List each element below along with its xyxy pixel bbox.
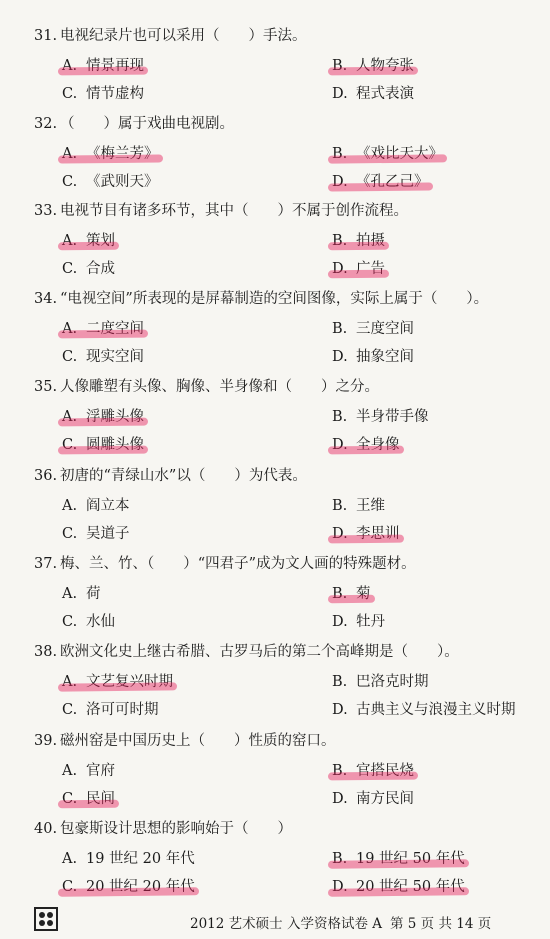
- option-letter: C.: [62, 791, 78, 807]
- option-b: [332, 584, 371, 604]
- option-text: 官府: [86, 763, 115, 779]
- option-text: 抽象空间: [356, 349, 414, 365]
- option-b: [332, 144, 443, 164]
- question-stem: [34, 377, 379, 397]
- option-letter: B.: [332, 674, 348, 690]
- option-text: 19 世纪 50 年代: [356, 851, 465, 867]
- footer-text: [190, 912, 499, 932]
- option-letter: D.: [332, 526, 348, 542]
- question-text: 欧洲文化史上继古希腊、古罗马后的第二个高峰期是（ ）。: [60, 644, 459, 660]
- option-text: 王维: [356, 498, 385, 514]
- question-text: 初唐的“青绿山水”以（ ）为代表。: [60, 468, 307, 484]
- option-text: 官搭民烧: [356, 763, 414, 779]
- option-letter: A.: [62, 321, 78, 337]
- option-letter: D.: [332, 614, 348, 630]
- question-text: （ ）属于戏曲电视剧。: [60, 116, 234, 132]
- option-letter: D.: [332, 702, 348, 718]
- option-a: [62, 496, 130, 516]
- option-letter: C.: [62, 614, 78, 630]
- option-a: [62, 584, 101, 604]
- option-letter: B.: [332, 233, 348, 249]
- option-letter: A.: [62, 58, 78, 74]
- option-a: [62, 761, 115, 781]
- option-letter: C.: [62, 879, 78, 895]
- option-a: [62, 672, 173, 692]
- question-stem: [34, 819, 292, 839]
- option-letter: A.: [62, 498, 78, 514]
- option-c: [62, 612, 115, 632]
- option-c: [62, 524, 130, 544]
- question-stem: [34, 289, 488, 309]
- option-text: 20 世纪 50 年代: [356, 879, 465, 895]
- option-text: 现实空间: [86, 349, 144, 365]
- option-b: [332, 231, 385, 251]
- option-text: 合成: [86, 261, 115, 277]
- question-number: 34.: [34, 291, 58, 307]
- question-stem: [34, 731, 336, 751]
- question-number: 32.: [34, 116, 58, 132]
- option-text: 浮雕头像: [86, 409, 144, 425]
- option-text: 巴洛克时期: [356, 674, 429, 690]
- option-letter: D.: [332, 261, 348, 277]
- option-a: [62, 144, 159, 164]
- option-text: 水仙: [86, 614, 115, 630]
- question-text: 人像雕塑有头像、胸像、半身像和（ ）之分。: [60, 379, 379, 395]
- question-text: 电视节目有诸多环节，其中（ ）不属于创作流程。: [60, 203, 408, 219]
- option-text: 20 世纪 20 年代: [86, 879, 195, 895]
- option-c: [62, 347, 144, 367]
- question-number: 39.: [34, 733, 58, 749]
- option-letter: D.: [332, 879, 348, 895]
- option-d: [332, 435, 400, 455]
- option-c: [62, 789, 115, 809]
- option-b: [332, 496, 385, 516]
- option-text: 半身带手像: [356, 409, 429, 425]
- option-text: 圆雕头像: [86, 437, 144, 453]
- option-letter: A.: [62, 851, 78, 867]
- option-a: [62, 407, 144, 427]
- option-text: 全身像: [356, 437, 400, 453]
- question-number: 31.: [34, 28, 58, 44]
- option-letter: A.: [62, 674, 78, 690]
- option-letter: D.: [332, 437, 348, 453]
- option-b: [332, 672, 429, 692]
- question-number: 40.: [34, 821, 58, 837]
- option-b: [332, 761, 414, 781]
- option-d: [332, 877, 465, 897]
- option-letter: C.: [62, 261, 78, 277]
- option-d: [332, 789, 414, 809]
- page-footer: [0, 904, 550, 934]
- option-d: [332, 700, 516, 720]
- option-letter: B.: [332, 58, 348, 74]
- option-letter: A.: [62, 586, 78, 602]
- option-a: [62, 319, 144, 339]
- question-text: 梅、兰、竹、（ ）“四君子”成为文人画的特殊题材。: [60, 556, 416, 572]
- option-letter: C.: [62, 86, 78, 102]
- option-text: 南方民间: [356, 791, 414, 807]
- option-text: 荷: [86, 586, 101, 602]
- question-stem: [34, 554, 416, 574]
- question-number: 37.: [34, 556, 58, 572]
- option-text: 李思训: [356, 526, 400, 542]
- option-text: 情节虚构: [86, 86, 144, 102]
- option-letter: B.: [332, 321, 348, 337]
- question-text: “电视空间”所表现的是屏幕制造的空间图像，实际上属于（ ）。: [60, 291, 489, 307]
- question-text: 电视纪录片也可以采用（ ）手法。: [60, 28, 307, 44]
- option-text: 菊: [356, 586, 371, 602]
- option-letter: C.: [62, 349, 78, 365]
- option-a: [62, 849, 195, 869]
- question-number: 35.: [34, 379, 58, 395]
- option-letter: C.: [62, 437, 78, 453]
- option-text: 《武则天》: [86, 174, 159, 190]
- option-letter: C.: [62, 526, 78, 542]
- option-d: [332, 84, 414, 104]
- option-d: [332, 612, 385, 632]
- question-text: 包豪斯设计思想的影响始于（ ）: [60, 821, 292, 837]
- option-text: 策划: [86, 233, 115, 249]
- option-letter: D.: [332, 86, 348, 102]
- option-letter: B.: [332, 498, 348, 514]
- option-text: 文艺复兴时期: [86, 674, 173, 690]
- option-a: [62, 231, 115, 251]
- option-text: 《戏比天大》: [356, 146, 443, 162]
- option-b: [332, 407, 429, 427]
- option-letter: D.: [332, 791, 348, 807]
- question-number: 36.: [34, 468, 58, 484]
- option-letter: C.: [62, 174, 78, 190]
- option-text: 《梅兰芳》: [86, 146, 159, 162]
- option-c: [62, 172, 159, 192]
- question-stem: [34, 26, 307, 46]
- option-text: 民间: [86, 791, 115, 807]
- option-text: 19 世纪 20 年代: [86, 851, 195, 867]
- question-stem: [34, 642, 459, 662]
- exam-title: 2012 艺术硕士 入学资格试卷 A: [190, 916, 382, 932]
- option-c: [62, 259, 115, 279]
- option-text: 三度空间: [356, 321, 414, 337]
- quad-dot-logo-icon: [34, 907, 58, 931]
- option-letter: B.: [332, 409, 348, 425]
- option-letter: B.: [332, 146, 348, 162]
- option-text: 《孔乙己》: [356, 174, 429, 190]
- option-text: 二度空间: [86, 321, 144, 337]
- option-text: 情景再现: [86, 58, 144, 74]
- page-info: 第 5 页 共 14 页: [389, 916, 492, 932]
- question-number: 33.: [34, 203, 58, 219]
- option-text: 广告: [356, 261, 385, 277]
- option-b: [332, 56, 414, 76]
- option-text: 古典主义与浪漫主义时期: [356, 702, 516, 718]
- option-text: 吴道子: [86, 526, 130, 542]
- option-text: 洛可可时期: [86, 702, 159, 718]
- option-letter: D.: [332, 174, 348, 190]
- option-c: [62, 435, 144, 455]
- question-stem: [34, 114, 234, 134]
- option-letter: D.: [332, 349, 348, 365]
- question-text: 磁州窑是中国历史上（ ）性质的窑口。: [60, 733, 336, 749]
- option-b: [332, 849, 465, 869]
- option-d: [332, 172, 429, 192]
- option-letter: C.: [62, 702, 78, 718]
- option-a: [62, 56, 144, 76]
- option-text: 阎立本: [86, 498, 130, 514]
- option-d: [332, 347, 414, 367]
- option-letter: A.: [62, 409, 78, 425]
- question-number: 38.: [34, 644, 58, 660]
- question-stem: [34, 466, 307, 486]
- option-c: [62, 84, 144, 104]
- option-c: [62, 877, 195, 897]
- option-text: 拍摄: [356, 233, 385, 249]
- option-text: 牡丹: [356, 614, 385, 630]
- option-letter: A.: [62, 763, 78, 779]
- option-c: [62, 700, 159, 720]
- option-d: [332, 259, 385, 279]
- option-b: [332, 319, 414, 339]
- option-letter: A.: [62, 146, 78, 162]
- option-d: [332, 524, 400, 544]
- option-letter: B.: [332, 851, 348, 867]
- option-letter: B.: [332, 763, 348, 779]
- question-stem: [34, 201, 408, 221]
- option-letter: B.: [332, 586, 348, 602]
- option-letter: A.: [62, 233, 78, 249]
- option-text: 人物夸张: [356, 58, 414, 74]
- option-text: 程式表演: [356, 86, 414, 102]
